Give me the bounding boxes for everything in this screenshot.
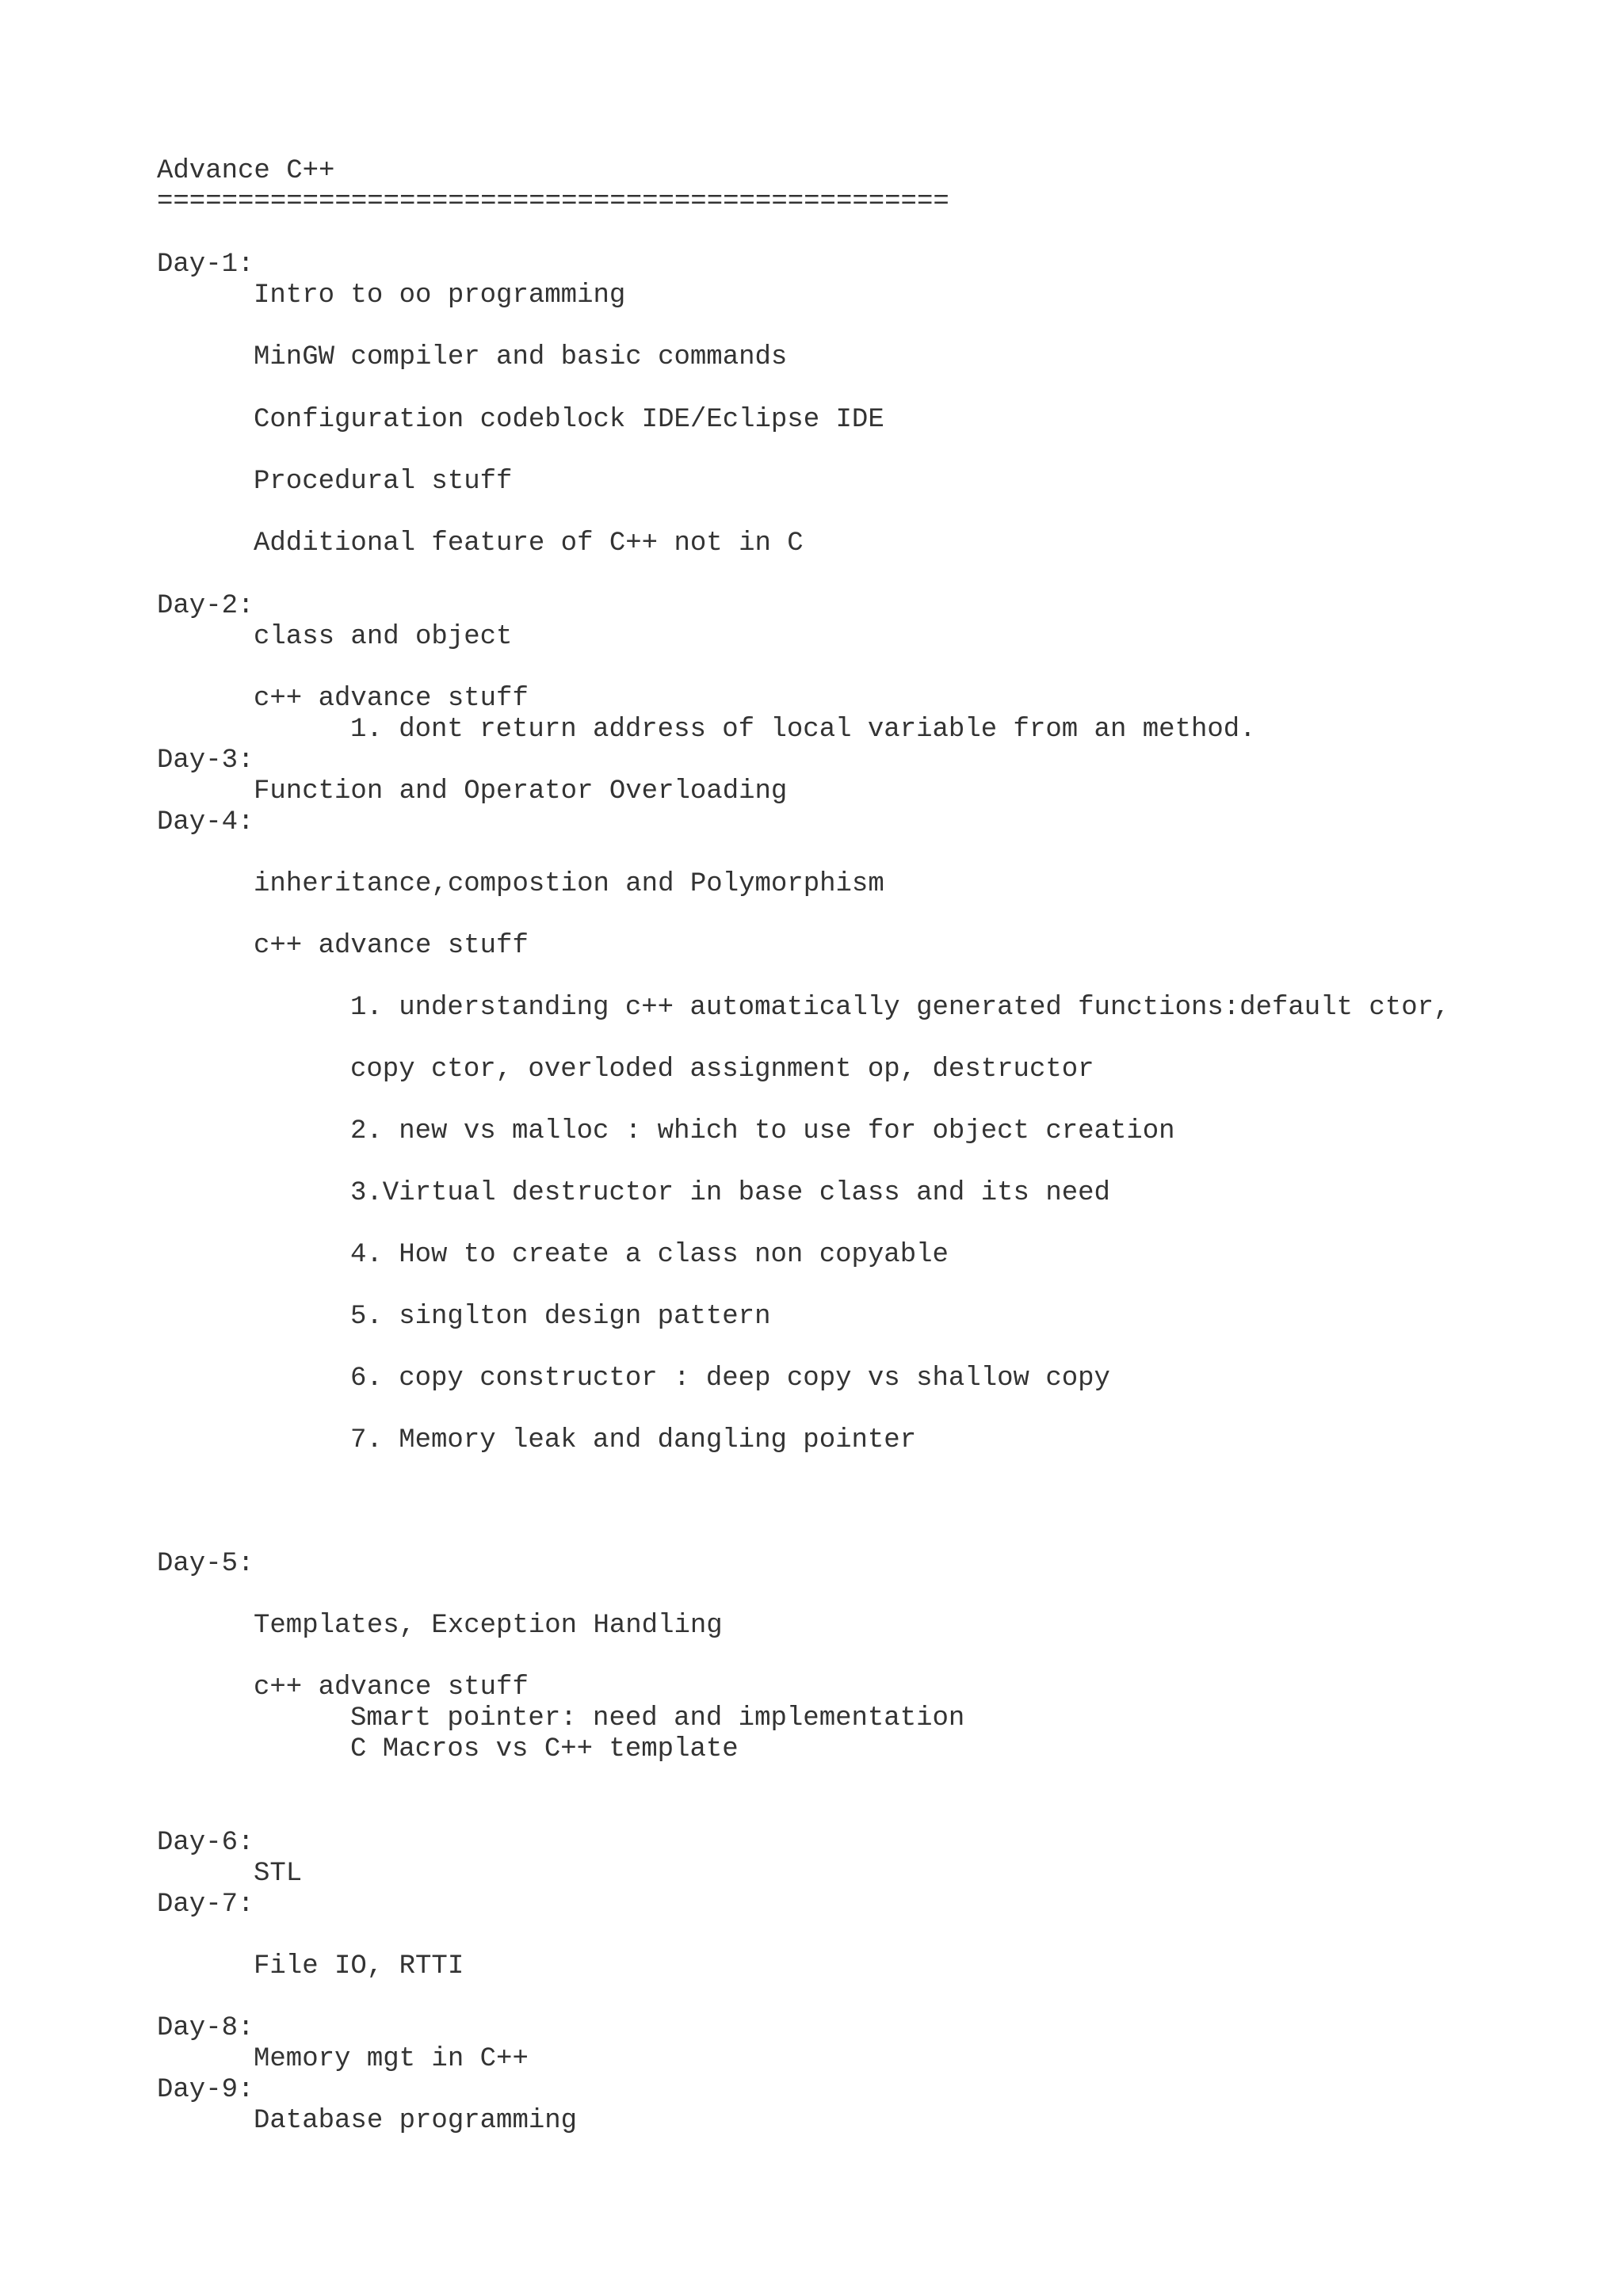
day-2-topic: class and object	[254, 622, 513, 652]
day-4-advance-item: copy ctor, overloded assignment op, destructor	[350, 1055, 1094, 1085]
day-4-topic: inheritance,compostion and Polymorphism	[254, 869, 884, 899]
day-4-advance-item: 2. new vs malloc : which to use for object creation	[350, 1116, 1175, 1146]
day-5-advance-item: C Macros vs C++ template	[350, 1734, 739, 1764]
day-8-topic: Memory mgt in C++	[254, 2044, 529, 2074]
day-4-heading: Day-4:	[157, 807, 254, 837]
day-2-advance-item: 1. dont return address of local variable from an method.	[350, 715, 1256, 745]
day-2-heading: Day-2:	[157, 591, 254, 621]
day-9-topic: Database programming	[254, 2106, 578, 2136]
day-7-topic: File IO, RTTI	[254, 1951, 464, 1981]
day-1-topic: MinGW compiler and basic commands	[254, 342, 788, 372]
title-underline: =================================================	[157, 187, 949, 217]
day-4-advance-item: 3.Virtual destructor in base class and its need	[350, 1178, 1110, 1208]
day-6-heading: Day-6:	[157, 1828, 254, 1858]
day-4-advance-item: 1. understanding c++ automatically generated functions:default ctor,	[350, 993, 1450, 1023]
day-2-topic: c++ advance stuff	[254, 684, 529, 714]
day-7-heading: Day-7:	[157, 1890, 254, 1920]
day-5-heading: Day-5:	[157, 1549, 254, 1579]
day-4-advance-item: 5. singlton design pattern	[350, 1302, 771, 1332]
day-4-advance-item: 4. How to create a class non copyable	[350, 1240, 949, 1270]
day-4-advance-item: 6. copy constructor : deep copy vs shallow copy	[350, 1363, 1110, 1394]
day-3-heading: Day-3:	[157, 746, 254, 776]
document-title: Advance C++	[157, 156, 335, 186]
day-9-heading: Day-9:	[157, 2075, 254, 2105]
day-4-topic: c++ advance stuff	[254, 931, 529, 961]
day-5-topic: c++ advance stuff	[254, 1672, 529, 1703]
day-1-topic: Intro to oo programming	[254, 280, 626, 311]
day-6-topic: STL	[254, 1859, 303, 1889]
day-1-heading: Day-1:	[157, 250, 254, 280]
day-1-topic: Procedural stuff	[254, 467, 513, 497]
day-8-heading: Day-8:	[157, 2013, 254, 2043]
day-3-topic: Function and Operator Overloading	[254, 776, 788, 807]
day-5-advance-item: Smart pointer: need and implementation	[350, 1703, 965, 1733]
day-1-topic: Additional feature of C++ not in C	[254, 528, 804, 559]
day-4-advance-item: 7. Memory leak and dangling pointer	[350, 1425, 917, 1455]
day-5-topic: Templates, Exception Handling	[254, 1611, 723, 1641]
day-1-topic: Configuration codeblock IDE/Eclipse IDE	[254, 405, 884, 435]
